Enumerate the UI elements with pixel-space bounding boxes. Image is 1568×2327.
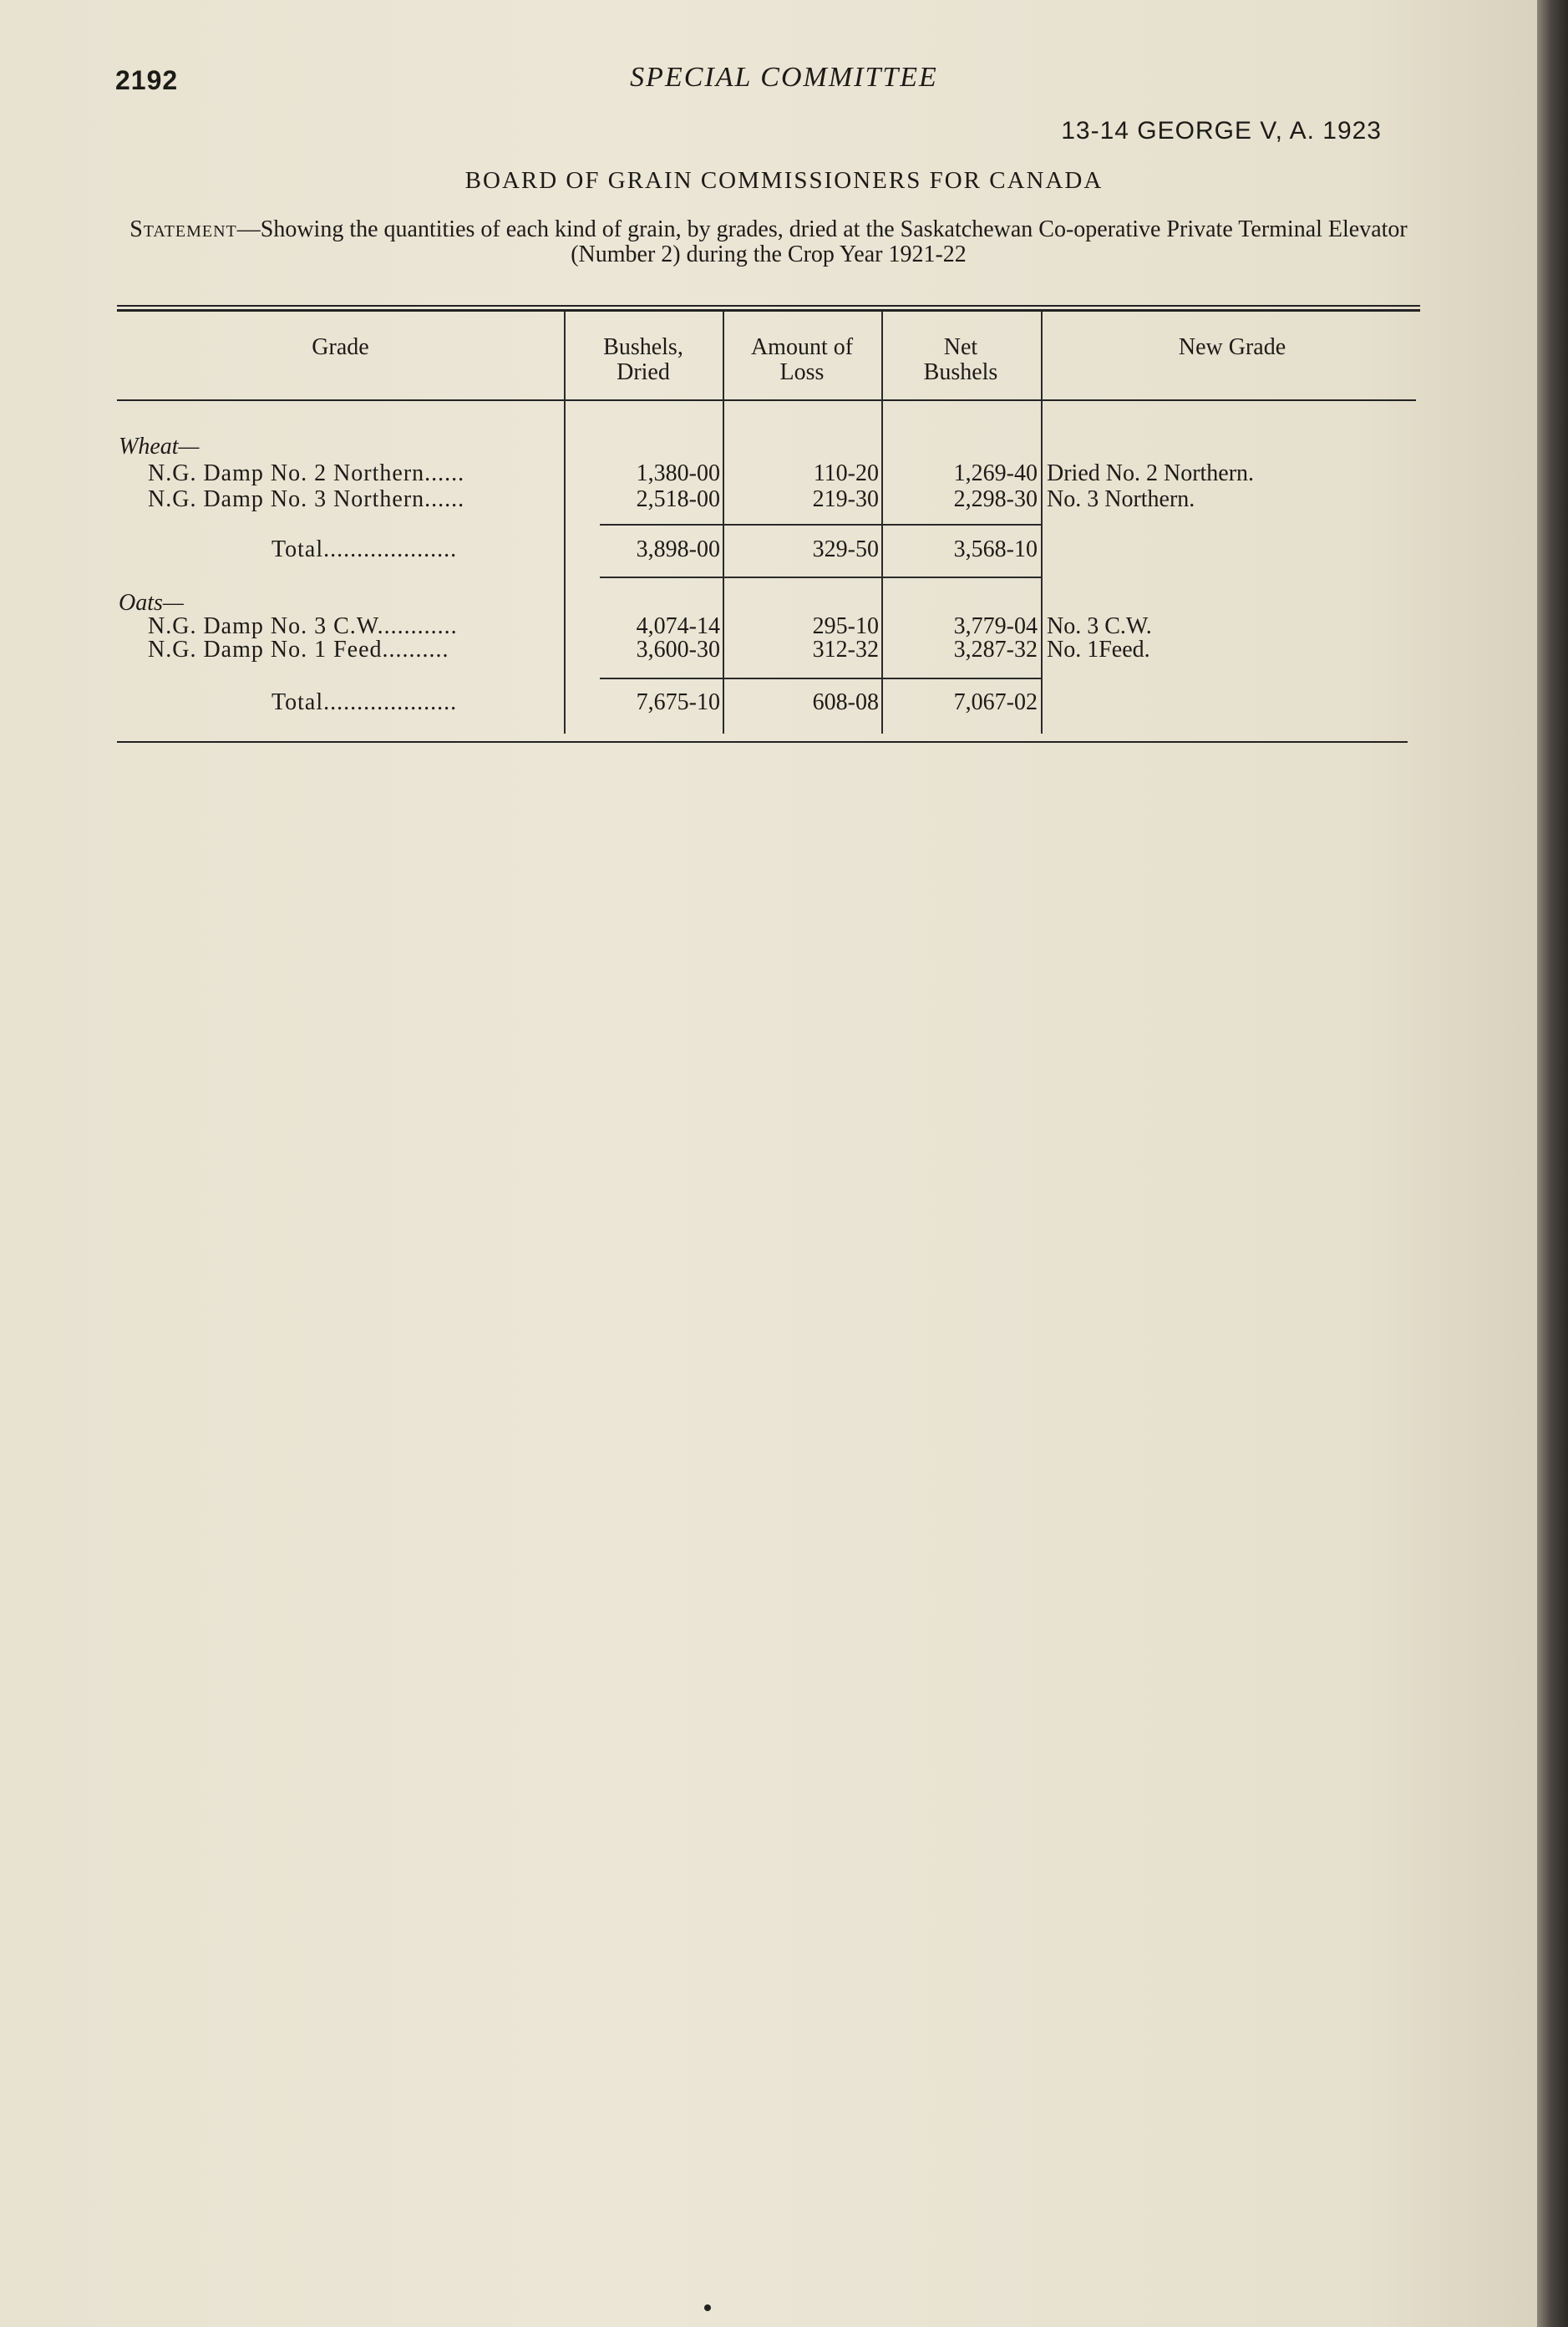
row-loss: 295-10 (812, 613, 879, 639)
row-loss: 219-30 (812, 486, 879, 512)
subtotal-rule (600, 678, 1041, 679)
row-grade: N.G. Damp No. 3 C.W............ (148, 614, 458, 639)
row-net: 3,287-32 (953, 637, 1038, 663)
page-number: 2192 (115, 65, 179, 95)
column-divider (881, 312, 883, 734)
section-label-wheat: Wheat— (119, 434, 200, 460)
total-loss: 608-08 (812, 689, 879, 715)
row-bushels: 4,074-14 (636, 613, 720, 639)
section-label-oats: Oats— (119, 590, 184, 616)
table-bottom-rule (117, 741, 1408, 743)
row-new-grade: No. 1Feed. (1047, 637, 1150, 663)
total-label: Total.................... (271, 690, 458, 715)
total-net: 3,568-10 (953, 536, 1038, 562)
row-grade: N.G. Damp No. 3 Northern...... (148, 487, 465, 512)
column-divider (564, 312, 566, 734)
row-net: 3,779-04 (953, 613, 1038, 639)
subtotal-rule (600, 577, 1041, 578)
statement-caption (117, 217, 1420, 267)
total-label: Total.................... (271, 537, 458, 562)
row-new-grade: No. 3 C.W. (1047, 613, 1152, 639)
table-header-rule (117, 399, 1416, 401)
subtotal-rule (600, 524, 1041, 526)
row-net: 2,298-30 (953, 486, 1038, 512)
total-net: 7,067-02 (953, 689, 1038, 715)
running-head: SPECIAL COMMITTEE (630, 62, 938, 93)
row-loss: 312-32 (812, 637, 879, 663)
total-loss: 329-50 (812, 536, 879, 562)
row-bushels: 2,518-00 (636, 486, 720, 512)
row-bushels: 1,380-00 (636, 460, 720, 486)
session-reference: 13-14 GEORGE V, A. 1923 (1061, 117, 1382, 145)
row-new-grade: Dried No. 2 Northern. (1047, 460, 1255, 486)
statement-text: —Showing the quantities of each kind of grain, by grades, dried at the Saskatchewan Co-operative Private Terminal Elevator (Number 2) during the Crop Year 1921-22 (236, 216, 1408, 267)
column-divider (723, 312, 724, 734)
row-bushels: 3,600-30 (636, 637, 720, 663)
table-top-rule-thick (117, 309, 1420, 312)
header-bushels-dried: Bushels, Dried (603, 334, 683, 385)
header-grade: Grade (312, 334, 369, 360)
board-title: BOARD OF GRAIN COMMISSIONERS FOR CANADA (464, 167, 1104, 194)
row-new-grade: No. 3 Northern. (1047, 486, 1195, 512)
header-amount-of-loss: Amount of Loss (750, 334, 854, 385)
column-divider (1041, 312, 1043, 734)
print-mark (704, 2304, 711, 2311)
total-bushels: 7,675-10 (636, 689, 720, 715)
row-grade: N.G. Damp No. 1 Feed.......... (148, 638, 449, 663)
total-bushels: 3,898-00 (636, 536, 720, 562)
statement-label: Statement (129, 216, 237, 242)
row-net: 1,269-40 (953, 460, 1038, 486)
header-net-bushels: Net Bushels (923, 334, 998, 385)
book-spine-shadow (1537, 0, 1568, 2327)
table-top-rule (117, 305, 1420, 307)
row-grade: N.G. Damp No. 2 Northern...... (148, 461, 465, 486)
row-loss: 110-20 (813, 460, 879, 486)
header-new-grade: New Grade (1178, 334, 1286, 360)
